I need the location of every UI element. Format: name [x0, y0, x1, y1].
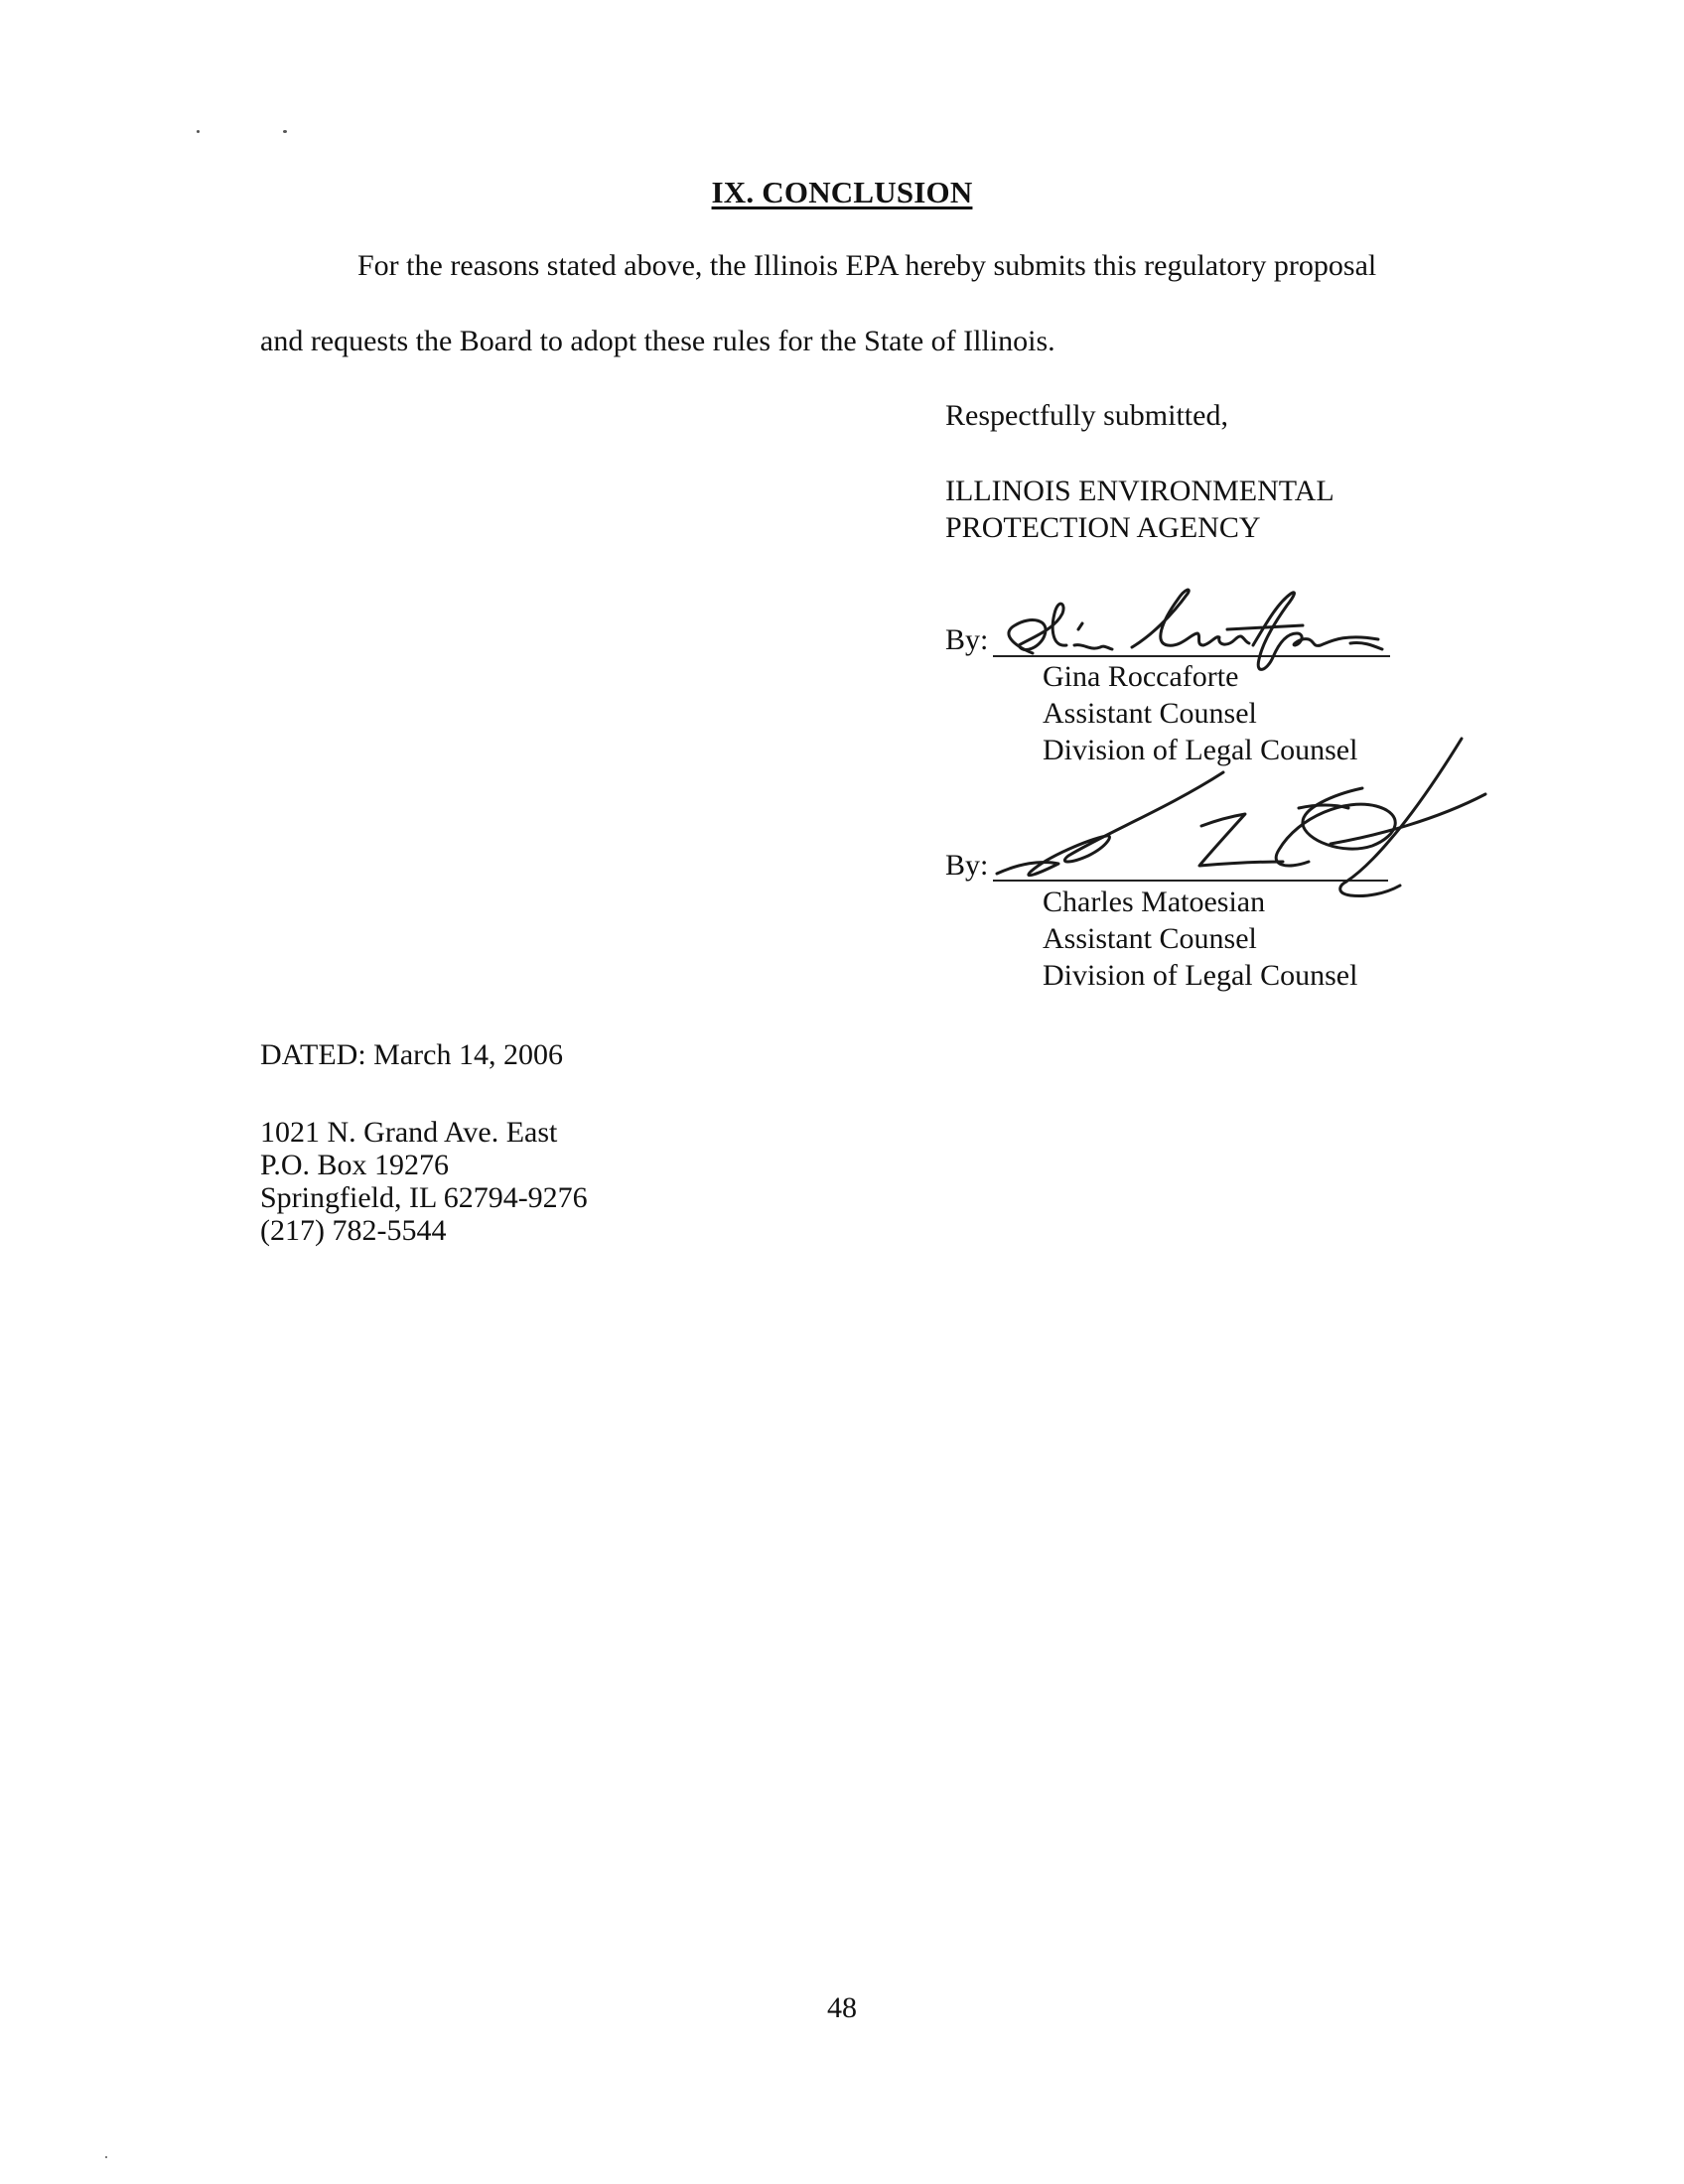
signer-2-title: Assistant Counsel — [1043, 922, 1257, 955]
signer-2-details — [1043, 884, 1357, 994]
scan-speck — [283, 130, 287, 133]
dated-line: DATED: March 14, 2006 — [260, 1038, 563, 1071]
page-number: 48 — [827, 1991, 857, 2024]
mailing-address — [260, 1116, 588, 1247]
signer-2-name: Charles Matoesian — [1043, 886, 1266, 918]
by-label-1: By: — [945, 623, 989, 656]
body-paragraph-line-2: and requests the Board to adopt these rules for the State of Illinois. — [260, 325, 1055, 357]
agency-name — [945, 473, 1334, 546]
scan-speck — [197, 130, 200, 133]
signer-1-division: Division of Legal Counsel — [1043, 734, 1358, 766]
scan-speck — [105, 2156, 107, 2158]
address-phone: (217) 782-5544 — [260, 1214, 447, 1247]
body-paragraph-line-1: For the reasons stated above, the Illinois EPA hereby submits this regulatory proposal — [357, 249, 1377, 282]
closing-salutation: Respectfully submitted, — [945, 399, 1228, 432]
signer-1-title: Assistant Counsel — [1043, 697, 1257, 730]
agency-name-line-1: ILLINOIS ENVIRONMENTAL — [945, 475, 1334, 507]
signer-2-division: Division of Legal Counsel — [1043, 959, 1358, 992]
by-label-2: By: — [945, 849, 989, 882]
signer-1-name: Gina Roccaforte — [1043, 660, 1239, 693]
address-city: Springfield, IL 62794-9276 — [260, 1181, 588, 1214]
agency-name-line-2: PROTECTION AGENCY — [945, 511, 1261, 544]
address-po-box: P.O. Box 19276 — [260, 1149, 450, 1181]
address-street: 1021 N. Grand Ave. East — [260, 1116, 558, 1149]
section-heading: IX. CONCLUSION — [711, 175, 973, 209]
